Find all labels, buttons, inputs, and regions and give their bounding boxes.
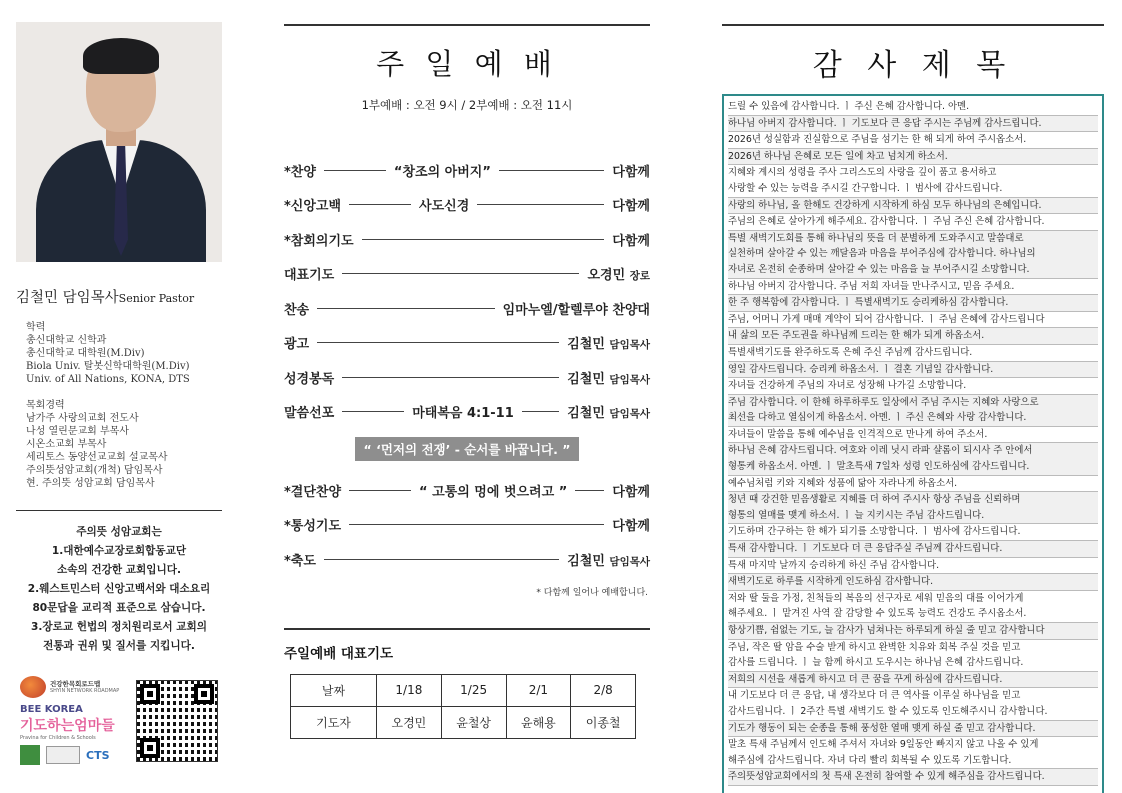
order-item: 마태복음 4:1-11 [412,406,514,422]
bio-line: 학력 [26,322,46,333]
career-list [26,399,222,490]
bio-line: Univ. of All Nations, KONA, DTS [26,374,190,385]
order-label: *찬양 [284,164,316,180]
bee-korea-logo: BEE KOREA [20,704,83,715]
thanks-item: 드릴 수 있음에 감사합니다. ㅣ 주신 은혜 감사합니다. 아멘. [728,99,1098,116]
order-leader-name: 다함께 [612,233,650,249]
thanks-item: 2026년 하나님 은혜로 모든 일에 차고 넘치게 하소서. [728,149,1098,166]
order-row [284,508,650,543]
creed-line: 3.장로교 헌법의 정치원리로서 교회의 [31,621,207,633]
order-leader [587,264,650,283]
thanks-item: 자녀들 건강하게 주님의 자녀로 성장해 나가길 소망합니다. [728,378,1098,395]
creed-line: 80문답을 교리적 표준으로 삼습니다. [32,602,206,614]
thanks-item: 주님, 작은 딸 암을 수술 받게 하시고 완벽한 치유와 회복 주실 것을 믿고 [728,641,1021,653]
order-label: *축도 [284,553,316,569]
order-leader [567,402,650,421]
order-row [284,473,650,508]
thanks-item: 형통의 열매를 맺게 하소서. ㅣ 늘 지키시는 주님 감사드립니다. [728,508,1098,525]
order-leader-role: 담임목사 [609,373,650,386]
worship-order-list-2 [284,473,650,577]
thanks-item: 형통케 하옵소서. 아멘. ㅣ 말초특새 7일차 성령 인도하심에 감사드립니다. [728,459,1098,476]
divider [722,24,1104,26]
worship-order-column [284,24,650,739]
order-leader-name: 임마누엘/할렐루야 찬양대 [502,302,650,318]
order-leader-role: 장로 [629,270,650,283]
divider [16,510,222,511]
thanks-item: 항상기쁨, 쉼없는 기도, 늘 감사가 넘쳐나는 하루되게 하실 줄 믿고 감사합니다 [728,623,1098,640]
order-label: *참회의기도 [284,233,354,249]
leader-line [342,273,579,274]
thanks-list [722,94,1104,793]
order-leader [612,230,650,249]
thanks-item: 자녀로 온전히 순종하며 살아갈 수 있는 마음을 늘 부어주시길 소망합니다. [728,262,1098,279]
thanks-item: 사랑할 수 있는 능력을 주시길 간구합니다. ㅣ 범사에 감사드립니다. [728,181,1098,198]
cts-logo: CTS [86,748,110,762]
leader-line [499,170,604,171]
roadmap-logo-text: 건강한목회로드맵 [50,680,101,688]
bio-line: Biola Univ. 탈봇신학대학원(M.Div) [26,361,190,372]
divider [284,24,650,26]
creed-line: 주의뜻 성암교회는 [76,526,162,538]
roadmap-logo-icon [20,676,46,698]
thanks-title: 감 사 제 목 [812,48,1014,83]
stand-footnote: * 다함께 일어나 예배합니다. [536,587,648,598]
table-row [291,674,636,706]
service-title: 주 일 예 배 [376,47,558,81]
thanks-item: 최선을 다하고 열심이게 하옵소서. 아멘. ㅣ 주신 은혜와 사랑 감사합니다. [728,410,1098,427]
thanks-item: 해주세요. ㅣ 맡겨진 사역 잘 감당할 수 있도록 능력도 건강도 주시옵소서. [728,606,1098,623]
order-row [284,222,650,257]
order-leader-name: 다함께 [612,164,650,180]
thanks-item: 특별새벽기도를 완주하도록 은혜 주신 주님께 감사드립니다. [728,345,1098,362]
leader-line [349,204,411,205]
leader-line [575,490,604,491]
church-seal-icon [46,746,80,764]
creed-line: 1.대한예수교장로회합동교단 [51,545,187,557]
thanks-item: 주님의 은혜로 살아가게 해주세요. 감사합니다. ㅣ 주님 주신 은혜 감사합니다. [728,214,1098,231]
leader-line [324,170,386,171]
order-leader [612,161,650,180]
thanks-item: 기도가 행동이 되는 순종을 통해 풍성한 열매 맺게 하실 줄 믿고 감사합니다. [728,721,1098,738]
creed-line: 소속의 건강한 교회입니다. [57,564,181,576]
order-item: “창조의 아버지” [393,164,491,180]
order-label: 대표기도 [284,268,335,284]
date-cell: 1/18 [377,674,442,706]
bio-line: 나성 열린문교회 부목사 [26,426,129,437]
order-leader [503,299,650,318]
thanks-item: 자녀들이 말씀을 통해 예수님을 인격적으로 만나게 하여 주소서. [728,427,1098,444]
thanks-item: 특새 감사합니다. ㅣ 기도보다 더 큰 응답주실 주님께 감사드립니다. [728,541,1098,558]
roadmap-logo [20,676,130,698]
order-leader [612,481,650,500]
order-row [284,291,650,326]
bio-line: 총신대학교 대학원(M.Div) [26,348,145,359]
thanks-item: 주의뜻성암교회에서의 첫 특새 온전히 참여할 수 있게 해주심을 감사드립니다. [728,769,1098,786]
creed-line: 2.웨스트민스터 신앙고백서와 대소요리 [27,583,211,595]
thanks-item: 내 삶의 모든 주도권을 하나님께 드리는 한 해가 되게 하옵소서. [728,328,1098,345]
order-label: *통성기도 [284,519,342,535]
bio-line: 주의뜻성암교회(개척) 담임목사 [26,465,163,476]
divider [284,628,650,630]
thanks-item: 주님, 어머니 가게 매매 계약이 되어 감사합니다. ㅣ 주님 은혜에 감사드립니다 [728,312,1098,329]
leader-line [324,559,559,560]
order-leader [612,515,650,534]
sermon-banner-wrap [284,437,650,461]
thanks-item: 말초 특새 주님께서 인도해 주셔서 자녀와 9일동안 빠지지 않고 나올 수 있게 [728,739,1039,751]
order-item: 사도신경 [419,199,470,215]
service-times: 1부예배 : 오전 9시 / 2부예배 : 오전 11시 [361,98,573,112]
leader-line [317,342,559,343]
partner-logos [20,676,130,765]
leader-line [342,377,559,378]
order-label: *신앙고백 [284,199,342,215]
order-leader [567,333,650,352]
thanks-item: 사랑의 하나님, 올 한해도 건강하게 시작하게 하심 모두 하나님의 은혜입니다. [728,198,1098,215]
order-label: 찬송 [284,302,310,318]
sermon-title-banner: “ ‘먼저의 전쟁’ - 순서를 바꿉니다. ” [355,437,580,461]
prayer-leader-header: 기도자 [291,706,377,738]
order-row [284,326,650,361]
roadmap-logo-sub: SHYIN NETWORK ROADMAP [50,688,120,694]
thanks-item: 저희의 시선을 새롭게 하시고 더 큰 꿈을 꾸게 하심에 감사드립니다. [728,672,1098,689]
date-header: 날짜 [291,674,377,706]
order-label: 성경봉독 [284,371,335,387]
table-row [291,706,636,738]
order-row [284,257,650,292]
leader-line [317,308,494,309]
bio-line: 현. 주의뜻 성암교회 담임목사 [26,478,155,489]
education-list [26,321,222,386]
order-leader-name: 김철민 [567,406,605,422]
order-row [284,542,650,577]
bio-line: 세리토스 동양선교교회 설교목사 [26,452,168,463]
order-leader-name: 김철민 [567,337,605,353]
order-leader-role: 담임목사 [609,339,650,352]
date-cell: 1/25 [441,674,506,706]
leader-line [477,204,604,205]
praying-mothers-sub: Pravina for Children & Schools [20,735,96,741]
leader-line [342,411,404,412]
bio-line: 총신대학교 신학과 [26,335,107,346]
order-leader-name: 다함께 [612,519,650,535]
leader-cell: 윤해용 [506,706,571,738]
church-creed [16,523,222,656]
bio-line: 시온소교회 부목사 [26,439,107,450]
thanks-column [722,24,1104,793]
bio-line: 목회경력 [26,400,65,411]
thanks-item: 영일 감사드립니다. 승리케 하옵소서. ㅣ 결혼 기념일 감사합니다. [728,362,1098,379]
thanks-item: 기도하며 간구하는 한 해가 되기를 소망합니다. ㅣ 범사에 감사드립니다. [728,524,1098,541]
thanks-item: 실천하며 살아갈 수 있는 깨달음과 마음을 부어주심에 감사합니다. 하나님의 [728,246,1098,262]
order-row [284,360,650,395]
order-leader-name: 김철민 [567,371,605,387]
leader-line [349,524,604,525]
thanks-item: 특별 새벽기도회를 통해 하나님의 뜻을 더 분별하게 도와주시고 말씀대로 [728,231,1098,247]
pastor-title-en: Senior Pastor [118,292,195,305]
date-cell: 2/8 [571,674,636,706]
leader-line [349,490,411,491]
leader-cell: 오경민 [377,706,442,738]
thanks-item: 내 기도보다 더 큰 응답, 내 생각보다 더 큰 역사를 이루실 하나님을 믿고 [728,690,1021,702]
prayer-schedule-table [290,674,636,739]
prayer-schedule-heading: 주일예배 대표기도 [284,645,394,662]
order-row [284,188,650,223]
thanks-item: 주님 감사합니다. 이 한해 하루하루도 일상에서 주님 주시는 지혜와 사랑으로 [728,395,1098,411]
pastor-name [16,286,222,307]
thanks-item: 예수님처럼 키와 지혜와 성품에 닮아 자라나게 하옵소서. [728,476,1098,493]
qr-code-icon[interactable] [136,680,218,762]
thanks-item: 감사드립니다. ㅣ 2주간 특별 새벽기도 할 수 있도록 인도해주시니 감사합니다. [728,704,1098,721]
thanks-item: 하나님 아버지 감사합니다. ㅣ 기도보다 큰 응답 주시는 주님께 감사드립니다. [728,116,1098,133]
bio-line: 남가주 사랑의교회 전도사 [26,413,139,424]
order-leader-name: 김철민 [567,553,605,569]
cross-logo-icon [20,745,40,765]
thanks-item: 새벽기도로 하루를 시작하게 인도하심 감사합니다. [728,574,1098,591]
small-logos [20,745,130,765]
order-leader-name: 다함께 [612,199,650,215]
thanks-item: 하나님 은혜 감사드립니다. 여호와 이레 닛시 라파 샬롬이 되시사 주 안에서 [728,443,1098,459]
order-label: *결단찬양 [284,484,342,500]
pastor-column [16,22,222,782]
praying-mothers-logo: 기도하는엄마들 [20,718,115,734]
thanks-item: 감사를 드립니다. ㅣ 늘 함께 하시고 도우시는 하나님 은혜 감사드립니다. [728,655,1098,672]
thanks-item: 저와 딸 둘을 가정, 친척들의 복음의 선구자로 세워 믿음의 대를 이어가게 [728,592,1024,604]
order-leader [567,550,650,569]
worship-order-list [284,153,650,429]
thanks-item: 지혜와 계시의 성령을 주사 그리스도의 사랑을 깊이 품고 용서하고 [728,167,997,179]
order-leader-name: 다함께 [612,484,650,500]
leader-line [362,239,605,240]
order-label: 광고 [284,337,310,353]
order-row [284,395,650,430]
leader-line [522,411,559,412]
thanks-item: 하나님 아버지 감사합니다. 주님 저희 자녀들 만나주시고, 믿음 주세요. [728,279,1098,296]
thanks-item: 청년 때 강건한 믿음생활로 지혜를 더 하여 주시사 항상 주님을 신뢰하며 [728,492,1098,508]
order-leader-name: 오경민 [587,268,626,284]
date-cell: 2/1 [506,674,571,706]
leader-cell: 윤철상 [441,706,506,738]
thanks-item: 2026년 성실함과 진실함으로 주님을 섬기는 한 해 되게 하여 주시옵소서. [728,132,1098,149]
order-leader-role: 담임목사 [609,408,650,421]
order-label: 말씀선포 [284,406,335,422]
thanks-item: 한 주 행복함에 감사합니다. ㅣ 특별새벽기도 승리케하심 감사합니다. [728,295,1098,312]
order-leader [567,368,650,387]
order-row [284,153,650,188]
creed-line: 전통과 권위 및 질서를 지킵니다. [43,640,195,652]
order-leader-role: 담임목사 [609,555,650,568]
leader-cell: 이종철 [571,706,636,738]
order-leader [612,195,650,214]
thanks-item: 해주심에 감사드립니다. 자녀 다리 빨리 회복될 수 있도록 기도합니다. [728,753,1098,770]
pastor-bio [16,321,222,490]
order-item: “ 고통의 멍에 벗으려고 ” [419,484,568,500]
pastor-photo [16,22,222,262]
thanks-item: 특새 마지막 날까지 승리하게 하신 주님 감사합니다. [728,558,1098,575]
pastor-name-ko: 김철민 담임목사 [16,290,119,306]
